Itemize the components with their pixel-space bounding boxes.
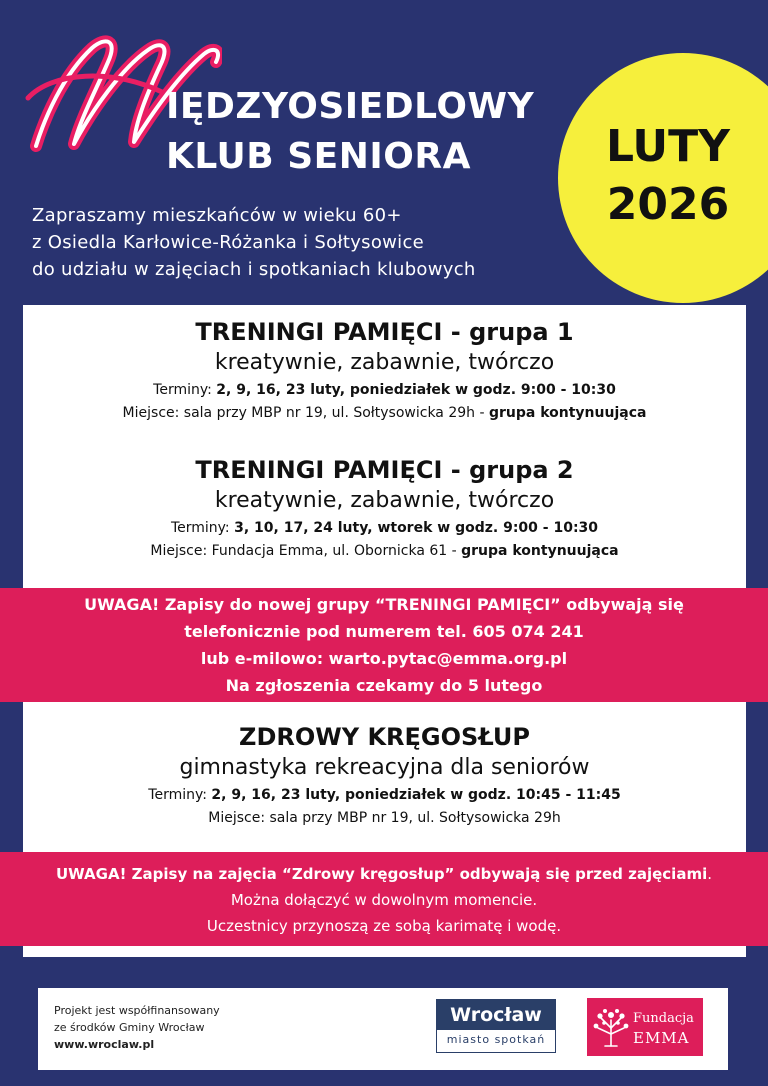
section-place: Miejsce: sala przy MBP nr 19, ul. Sołtysowicka 29h - grupa kontynuująca [122, 405, 647, 421]
notice-line: UWAGA! Zapisy na zajęcia “Zdrowy kręgosłup” odbywają się przed zajęciami. [56, 865, 712, 883]
notice-line: Można dołączyć w dowolnym momencie. [230, 891, 538, 909]
footer-funding-text [54, 1002, 220, 1053]
section-healthy-spine [23, 722, 746, 830]
section-place: Miejsce: Fundacja Emma, ul. Obornicka 61 - grupa kontynuująca [150, 543, 619, 559]
section-subtitle: kreatywnie, zabawnie, twórczo [214, 488, 555, 513]
section-title: TRENINGI PAMIĘCI - grupa 1 [195, 318, 574, 346]
section-subtitle: kreatywnie, zabawnie, twórczo [214, 350, 555, 375]
section-dates: Terminy: 3, 10, 17, 24 luty, wtorek w godz. 9:00 - 10:30 [170, 520, 599, 536]
fundacja-emma-logo [587, 998, 703, 1056]
date-badge-year: 2026 [606, 179, 730, 230]
wroclaw-logo [436, 999, 556, 1053]
emma-logo-line-1: Fundacja [633, 1011, 694, 1026]
notice-line: lub e-milowo: warto.pytac@emma.org.pl [200, 649, 568, 668]
title-line-1: IĘDZYOSIEDLOWY [166, 86, 535, 127]
section-dates: Terminy: 2, 9, 16, 23 luty, poniedziałek w godz. 10:45 - 11:45 [148, 787, 621, 803]
notice-line: telefonicznie pod numerem tel. 605 074 241 [184, 622, 584, 641]
wroclaw-logo-name: Wrocław [437, 1000, 555, 1030]
wroclaw-logo-tagline: miasto spotkań [446, 1033, 546, 1046]
section-dates: Terminy: 2, 9, 16, 23 luty, poniedziałek w godz. 9:00 - 10:30 [153, 382, 616, 398]
notice-line: UWAGA! Zapisy do nowej grupy “TRENINGI PAMIĘCI” odbywają się [84, 595, 684, 614]
section-subtitle: gimnastyka rekreacyjna dla seniorów [179, 755, 590, 780]
intro-text [32, 202, 476, 283]
notice-signup-spine [0, 852, 768, 946]
notice-signup-memory [0, 588, 768, 702]
footer-line: Projekt jest współfinansowany [54, 1004, 220, 1017]
notice-line: Na zgłoszenia czekamy do 5 lutego [225, 676, 543, 695]
section-place: Miejsce: sala przy MBP nr 19, ul. Sołtysowicka 29h [208, 810, 561, 826]
section-memory-group-1 [23, 317, 746, 425]
footer-line: ze środków Gminy Wrocław [54, 1021, 205, 1034]
section-title: ZDROWY KRĘGOSŁUP [239, 723, 530, 751]
section-memory-group-2 [23, 455, 746, 563]
intro-line: Zapraszamy mieszkańców w wieku 60+ [32, 205, 402, 226]
title-line-2: KLUB SENIORA [166, 136, 471, 177]
date-badge-month: LUTY [605, 121, 731, 172]
notice-line: Uczestnicy przynoszą ze sobą karimatę i wodę. [206, 917, 562, 935]
emma-logo-line-2: EMMA [633, 1029, 690, 1047]
date-badge-text [583, 118, 753, 234]
footer-website-link[interactable]: www.wroclaw.pl [54, 1038, 155, 1051]
intro-line: z Osiedla Karłowice-Różanka i Sołtysowice [32, 232, 425, 253]
footer [38, 988, 728, 1070]
section-title: TRENINGI PAMIĘCI - grupa 2 [195, 456, 574, 484]
intro-line: do udziału w zajęciach i spotkaniach klubowych [32, 259, 476, 280]
tree-icon [591, 1006, 631, 1048]
